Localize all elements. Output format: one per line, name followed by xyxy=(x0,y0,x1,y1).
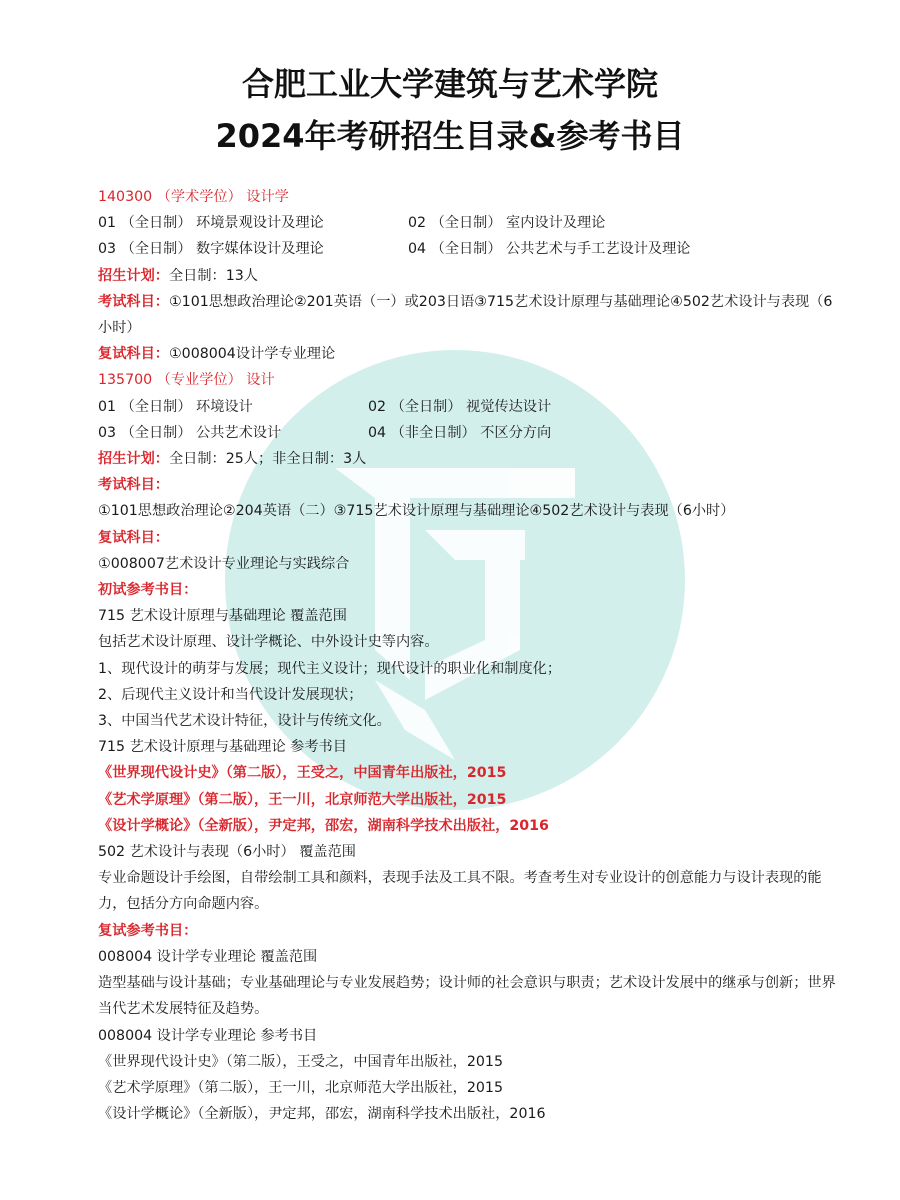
s715-point: 3、中国当代艺术设计特征，设计与传统文化。 xyxy=(98,713,391,730)
s715-scope-title: 715 艺术设计原理与基础理论 覆盖范围 xyxy=(98,608,347,625)
reference-book: 《设计学概论》（全新版），尹定邦，邵宏，湖南科学技术出版社，2016 xyxy=(98,817,549,834)
s715-scope-text: 包括艺术设计原理、设计学概论、中外设计史等内容。 xyxy=(98,634,439,651)
initial-refs-label: 初试参考书目： xyxy=(98,582,198,599)
reference-book: 《艺术学原理》（第二版），王一川，北京师范大学出版社，2015 xyxy=(98,1079,503,1096)
program1-retest xyxy=(98,341,838,367)
reference-book: 《设计学概论》（全新版），尹定邦，邵宏，湖南科学技术出版社，2016 xyxy=(98,1106,546,1123)
program1-direction-1: 01 （全日制） 环境景观设计及理论 xyxy=(98,215,324,232)
program2-enroll xyxy=(98,446,838,472)
program2-direction-row xyxy=(98,394,838,420)
program2-exam-label: 考试科目： xyxy=(98,477,169,494)
s715-books-title: 715 艺术设计原理与基础理论 参考书目 xyxy=(98,739,347,756)
title-line-1: 合肥工业大学建筑与艺术学院 xyxy=(241,65,658,103)
enroll-text: 全日制：13人 xyxy=(168,267,258,284)
program2-retest-text: ①008007艺术设计专业理论与实践综合 xyxy=(98,555,350,572)
program2-direction-2: 02 （全日制） 视觉传达设计 xyxy=(368,398,552,415)
retest-books-title: 008004 设计学专业理论 参考书目 xyxy=(98,1027,318,1044)
program1-direction-3: 03 （全日制） 数字媒体设计及理论 xyxy=(98,241,324,258)
exam-label: 考试科目： xyxy=(98,293,169,310)
program1-enroll xyxy=(98,263,838,289)
program2-heading: 135700 （专业学位） 设计 xyxy=(98,372,275,389)
program1-heading: 140300 （学术学位） 设计学 xyxy=(98,189,289,205)
program1-direction-4: 04 （全日制） 公共艺术与手工艺设计及理论 xyxy=(408,241,691,258)
enroll-label: 招生计划： xyxy=(98,267,169,284)
retest-label: 复试科目： xyxy=(98,346,169,363)
program2-direction-1: 01 （全日制） 环境设计 xyxy=(98,398,253,415)
enroll-text: 全日制：25人；非全日制：3人 xyxy=(168,451,367,468)
catalog-content xyxy=(98,184,838,1127)
program2-exam-text: ①101思想政治理论②204英语（二）③715艺术设计原理与基础理论④502艺术设计与表现（6小时） xyxy=(98,503,735,520)
retest-scope-text: 造型基础与设计基础；专业基础理论与专业发展趋势；设计师的社会意识与职责；艺术设计发展中的继承与创新；世界当代艺术发展特征及趋势。 xyxy=(98,975,836,1018)
retest-scope-title: 008004 设计学专业理论 覆盖范围 xyxy=(98,948,318,965)
program2-retest-label: 复试科目： xyxy=(98,529,169,546)
page-header xyxy=(0,58,900,162)
program2-direction-4: 04 （非全日制） 不区分方向 xyxy=(368,424,552,441)
program1-direction-row xyxy=(98,210,838,236)
s715-point: 1、现代设计的萌芽与发展；现代主义设计；现代设计的职业化和制度化； xyxy=(98,660,562,677)
program1-direction-row xyxy=(98,236,838,262)
program1-exam xyxy=(98,289,838,341)
enroll-label: 招生计划： xyxy=(98,451,169,468)
s502-scope-title: 502 艺术设计与表现（6小时） 覆盖范围 xyxy=(98,844,356,861)
reference-book: 《世界现代设计史》（第二版），王受之，中国青年出版社，2015 xyxy=(98,765,507,782)
s502-scope-text: 专业命题设计手绘图，自带绘制工具和颜料，表现手法及工具不限。考查考生对专业设计的创意能力与设计表现的能力，包括分方向命题内容。 xyxy=(98,870,822,913)
program1-direction-2: 02 （全日制） 室内设计及理论 xyxy=(408,215,606,232)
title-line-2: 2024年考研招生目录&参考书目 xyxy=(215,117,685,155)
exam-text: ①101思想政治理论②201英语（一）或203日语③715艺术设计原理与基础理论④502艺术设计与表现（6小时） xyxy=(98,293,833,337)
retest-text: ①008004设计学专业理论 xyxy=(168,346,336,363)
s715-point: 2、后现代主义设计和当代设计发展现状； xyxy=(98,686,363,703)
program2-direction-row xyxy=(98,420,838,446)
reference-book: 《世界现代设计史》（第二版），王受之，中国青年出版社，2015 xyxy=(98,1053,503,1070)
program2-direction-3: 03 （全日制） 公共艺术设计 xyxy=(98,424,282,441)
reference-book: 《艺术学原理》（第二版），王一川，北京师范大学出版社，2015 xyxy=(98,791,507,808)
retest-refs-label: 复试参考书目： xyxy=(98,922,198,939)
